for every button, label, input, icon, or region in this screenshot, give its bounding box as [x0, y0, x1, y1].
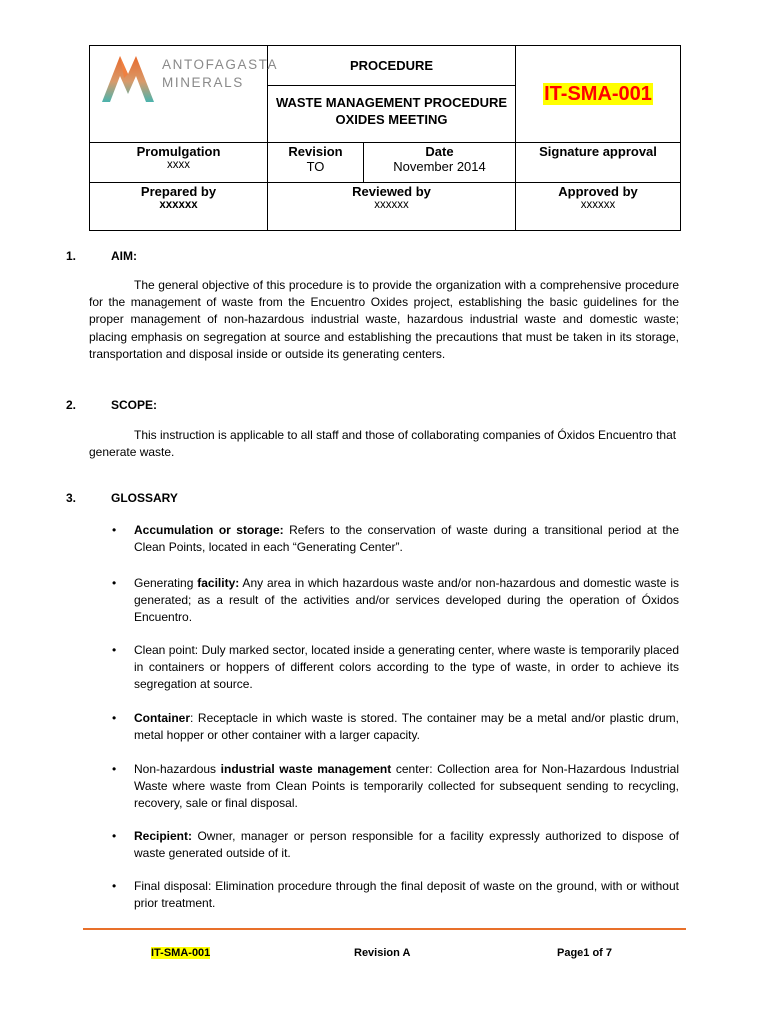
- antofagasta-logo-icon: [98, 48, 160, 110]
- aim-paragraph: The general objective of this procedure is to provide the organization with a comprehensive procedure for the management of waste from the Encuentro Oxides project, establishing the basic guidelines for the proper management of non-hazardous industrial waste, hazardous industrial waste and domestic waste; placing emphasis on segregation at source and establishing the precautions that must be taken in its storage, transportation and disposal inside or outside its generating centers.: [89, 278, 679, 361]
- footer-revision: Revision A: [354, 947, 411, 959]
- doc-code-cell: [516, 46, 681, 143]
- document-header-table: [89, 45, 681, 231]
- glossary-item: • Recipient: Owner, manager or person responsible for a facility expressly authorized to dispose of waste generated outside of it.: [112, 829, 679, 861]
- glossary-item: • Non-hazardous industrial waste management center: Collection area for Non-Hazardous Industrial Waste where waste from Clean Points is temporarily collected for subsequent sending to recycling, recovery, sale or final disposal.: [112, 762, 680, 811]
- footer-doc-code: IT-SMA-001: [151, 947, 211, 959]
- bullet-icon: •: [112, 829, 117, 843]
- promulgation-cell: Promulgation xxxx: [90, 143, 268, 183]
- scope-paragraph: This instruction is applicable to all staff and those of collaborating companies of Óxidos Encuentro that generate waste.: [89, 428, 677, 460]
- bullet-icon: •: [112, 879, 117, 893]
- bullet-icon: •: [112, 643, 117, 657]
- glossary-item: • Generating facility: Any area in which hazardous waste and/or non-hazardous and domestic waste is generated; as a result of the activities and/or services developed during the operation of Óxidos Encuentro.: [112, 576, 679, 625]
- procedure-label: PROCEDURE: [268, 46, 516, 86]
- reviewed-by-cell: Reviewed by xxxxxx: [268, 183, 516, 231]
- bullet-icon: •: [112, 523, 117, 537]
- bullet-icon: •: [112, 711, 117, 725]
- date-cell: Date November 2014: [364, 143, 516, 183]
- glossary-item: • Accumulation or storage: Refers to the conservation of waste during a transitional period at the Clean Points, located in each “Generating Center”.: [112, 523, 679, 555]
- bullet-icon: •: [112, 576, 117, 590]
- glossary-item: • Clean point: Duly marked sector, located inside a generating center, where waste is temporarily placed in containers or hoppers of different colors according to the type of waste, in order to achieve its segregation at source.: [112, 643, 679, 692]
- glossary-item: • Final disposal: Elimination procedure through the final deposit of waste on the ground, with or without prior treatment.: [112, 879, 679, 911]
- footer-page-number: Page1 of 7: [557, 947, 613, 959]
- signature-approval-cell: Signature approval: [516, 143, 681, 183]
- logo-cell: [90, 46, 279, 143]
- approved-by-cell: Approved by xxxxxx: [516, 183, 681, 231]
- doc-code: IT-SMA-001: [544, 82, 652, 105]
- document-title: WASTE MANAGEMENT PROCEDURE OXIDES MEETING: [268, 86, 516, 143]
- bullet-icon: •: [112, 762, 117, 776]
- revision-cell: Revision TO: [268, 143, 364, 183]
- prepared-by-cell: Prepared by xxxxxx: [90, 183, 268, 231]
- footer-divider: [83, 928, 686, 930]
- glossary-item: • Container: Receptacle in which waste is stored. The container may be a metal and/or plastic drum, metal hopper or other container with a larger capacity.: [112, 711, 679, 743]
- logo-wordmark: ANTOFAGASTA MINERALS: [162, 57, 279, 90]
